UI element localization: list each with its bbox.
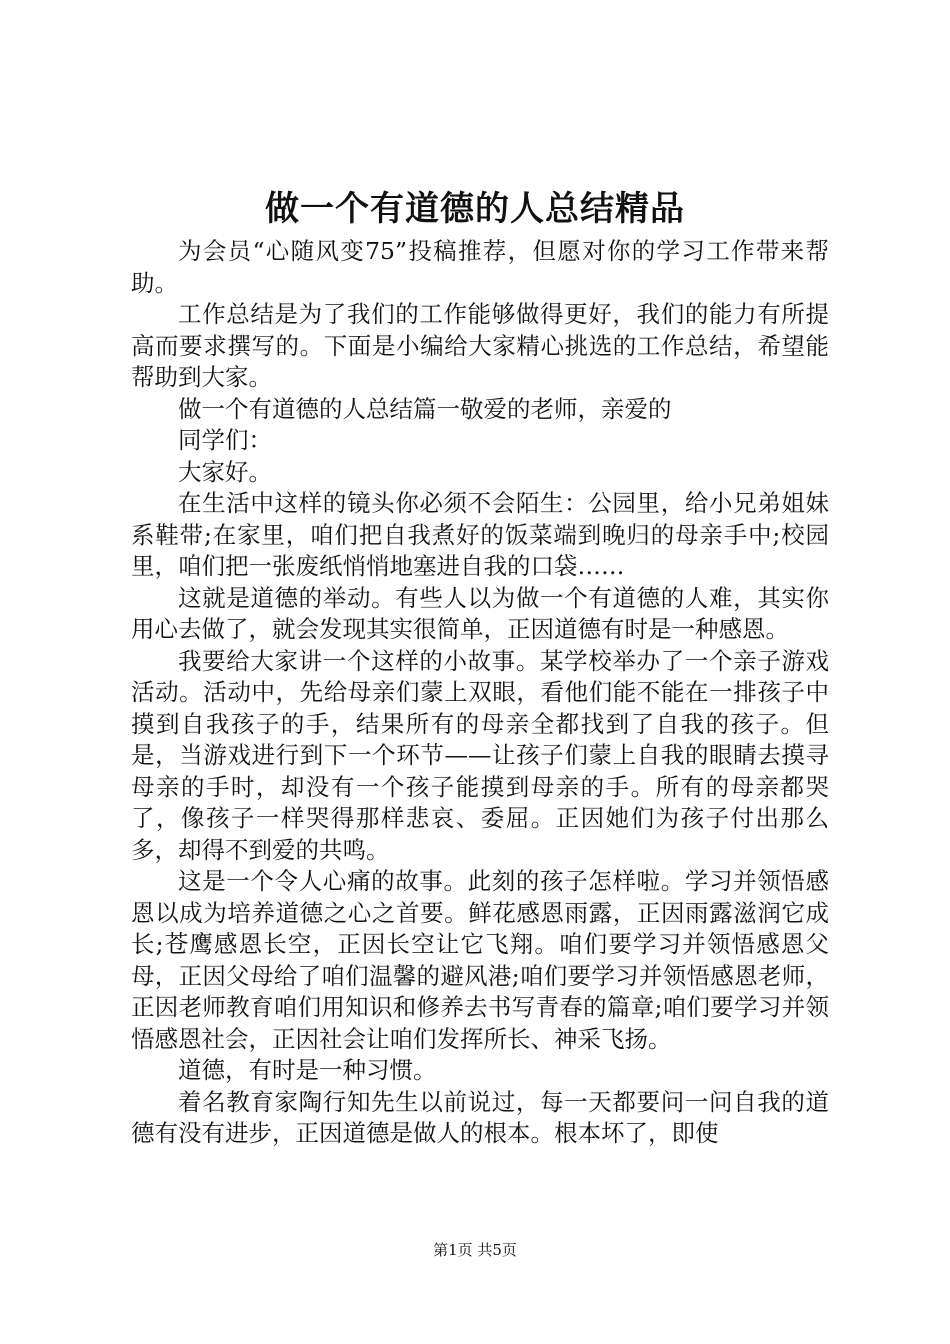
document-title: 做一个有道德的人总结精品	[265, 189, 685, 229]
paragraph: 做一个有道德的人总结篇一敬爱的老师，亲爱的	[178, 394, 672, 423]
page-footer: 第1页 共5页	[433, 1241, 517, 1259]
paragraph: 我要给大家讲一个这样的小故事。某学校举办了一个亲子游戏活动。活动中，先给母亲们蒙上双眼，看他们能不能在一排孩子中摸到自我孩子的手，结果所有的母亲全都找到了自我的孩子。但是，当游戏进行到下一个环节——让孩子们蒙上自我的眼睛去摸寻母亲的手时，却没有一个孩子能摸到母亲的手。所有的母亲都哭了，像孩子一样哭得那样悲哀、委屈。正因她们为孩子付出那么多，却得不到爱的共鸣。	[131, 646, 829, 864]
paragraph: 工作总结是为了我们的工作能够做得更好，我们的能力有所提高而要求撰写的。下面是小编给大家精心挑选的工作总结，希望能帮助到大家。	[131, 300, 829, 391]
paragraph: 大家好。	[178, 457, 272, 486]
paragraph: 为会员“心随风变75”投稿推荐，但愿对你的学习工作带来帮助。	[131, 237, 829, 297]
paragraph: 在生活中这样的镜头你必须不会陌生：公园里，给小兄弟姐妹系鞋带;在家里，咱们把自我煮好的饭菜端到晚归的母亲手中;校园里，咱们把一张废纸悄悄地塞进自我的口袋……	[131, 489, 829, 580]
paragraph: 着名教育家陶行知先生以前说过，每一天都要问一问自我的道德有没有进步，正因道德是做人的根本。根本坏了，即使	[131, 1087, 829, 1147]
paragraph: 这就是道德的举动。有些人以为做一个有道德的人难，其实你用心去做了，就会发现其实很简单，正因道德有时是一种感恩。	[131, 583, 829, 643]
paragraph: 这是一个令人心痛的故事。此刻的孩子怎样啦。学习并领悟感恩以成为培养道德之心之首要。鲜花感恩雨露，正因雨露滋润它成长;苍鹰感恩长空，正因长空让它飞翔。咱们要学习并领悟感恩父母，正因父母给了咱们温馨的避风港;咱们要学习并领悟感恩老师，正因老师教育咱们用知识和修养去书写青春的篇章;咱们要学习并领悟感恩社会，正因社会让咱们发挥所长、神采飞扬。	[131, 867, 829, 1053]
paragraph: 同学们：	[178, 426, 272, 454]
paragraph: 道德，有时是一种习惯。	[178, 1056, 437, 1084]
document-body	[131, 236, 829, 1150]
